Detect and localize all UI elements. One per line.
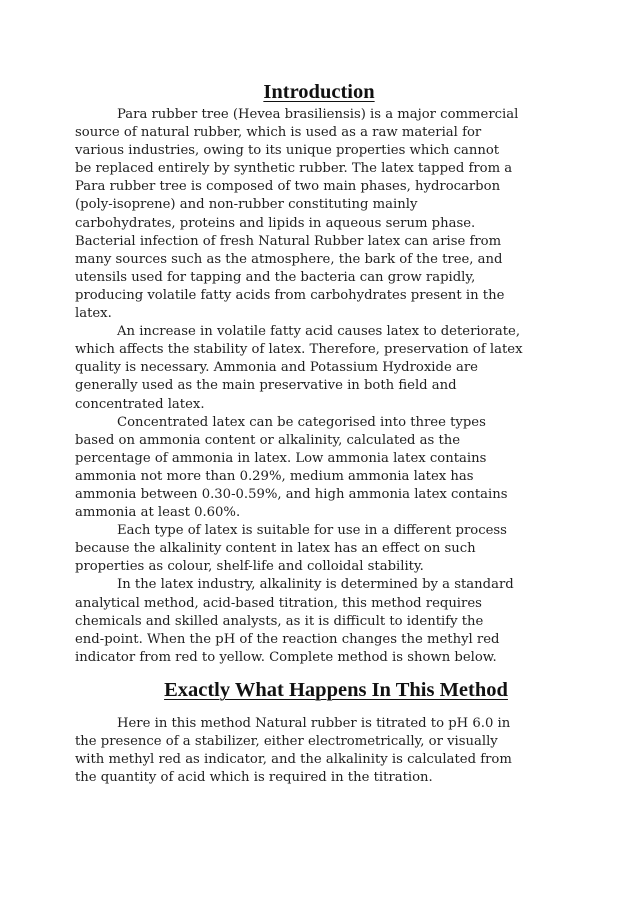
text-line: various industries, owing to its unique properties which cannot (75, 143, 500, 159)
method-heading: Exactly What Happens In This Method (164, 679, 508, 701)
text-line: In the latex industry, alkalinity is determined by a standard (117, 577, 514, 593)
text-line: source of natural rubber, which is used as a raw material for (75, 125, 482, 141)
text-line: based on ammonia content or alkalinity, calculated as the (75, 432, 461, 448)
text-line: generally used as the main preservative in both field and (75, 378, 457, 394)
text-line: utensils used for tapping and the bacteria can grow rapidly, (75, 269, 476, 285)
text-line: end-point. When the pH of the reaction changes the methyl red (75, 631, 500, 647)
text-line: chemicals and skilled analysts, as it is difficult to identify the (75, 613, 484, 629)
text-line: concentrated latex. (75, 396, 205, 412)
text-line: Bacterial infection of fresh Natural Rubber latex can arise from (75, 233, 502, 249)
text-line: Para rubber tree is composed of two main phases, hydrocarbon (75, 179, 501, 195)
text-line: ammonia not more than 0.29%, medium ammonia latex has (75, 468, 474, 484)
text-line: which affects the stability of latex. Therefore, preservation of latex (75, 342, 523, 358)
text-line: be replaced entirely by synthetic rubber. The latex tapped from a (75, 161, 513, 177)
text-line: quality is necessary. Ammonia and Potassium Hydroxide are (75, 360, 478, 376)
text-line: ammonia at least 0.60%. (75, 505, 241, 521)
text-line: Each type of latex is suitable for use in a different process (117, 523, 507, 539)
text-line: properties as colour, shelf-life and colloidal stability. (75, 559, 424, 575)
text-line: many sources such as the atmosphere, the bark of the tree, and (75, 251, 503, 267)
text-line: percentage of ammonia in latex. Low ammonia latex contains (75, 450, 487, 466)
introduction-body (75, 106, 575, 667)
text-line: Para rubber tree (Hevea brasiliensis) is a major commercial (117, 107, 519, 122)
text-line: ammonia between 0.30-0.59%, and high ammonia latex contains (75, 486, 508, 502)
text-line: because the alkalinity content in latex has an effect on such (75, 541, 476, 557)
text-line: carbohydrates, proteins and lipids in aqueous serum phase. (75, 215, 476, 231)
text-line: the quantity of acid which is required in the titration. (75, 770, 433, 786)
text-line: An increase in volatile fatty acid causes latex to deteriorate, (117, 324, 521, 340)
text-line: latex. (75, 306, 112, 322)
text-line: (poly-isoprene) and non-rubber constituting mainly (75, 197, 418, 213)
method-body (75, 715, 575, 787)
text-line: analytical method, acid-based titration, this method requires (75, 595, 482, 611)
text-line: indicator from red to yellow. Complete method is shown below. (75, 649, 497, 665)
text-line: with methyl red as indicator, and the alkalinity is calculated from (75, 752, 512, 768)
text-line: the presence of a stabilizer, either electrometrically, or visually (75, 734, 498, 750)
text-line: producing volatile fatty acids from carbohydrates present in the (75, 287, 505, 303)
text-line: Concentrated latex can be categorised into three types (117, 414, 486, 430)
text-line: Here in this method Natural rubber is titrated to pH 6.0 in (117, 716, 511, 731)
introduction-heading: Introduction (263, 81, 375, 103)
